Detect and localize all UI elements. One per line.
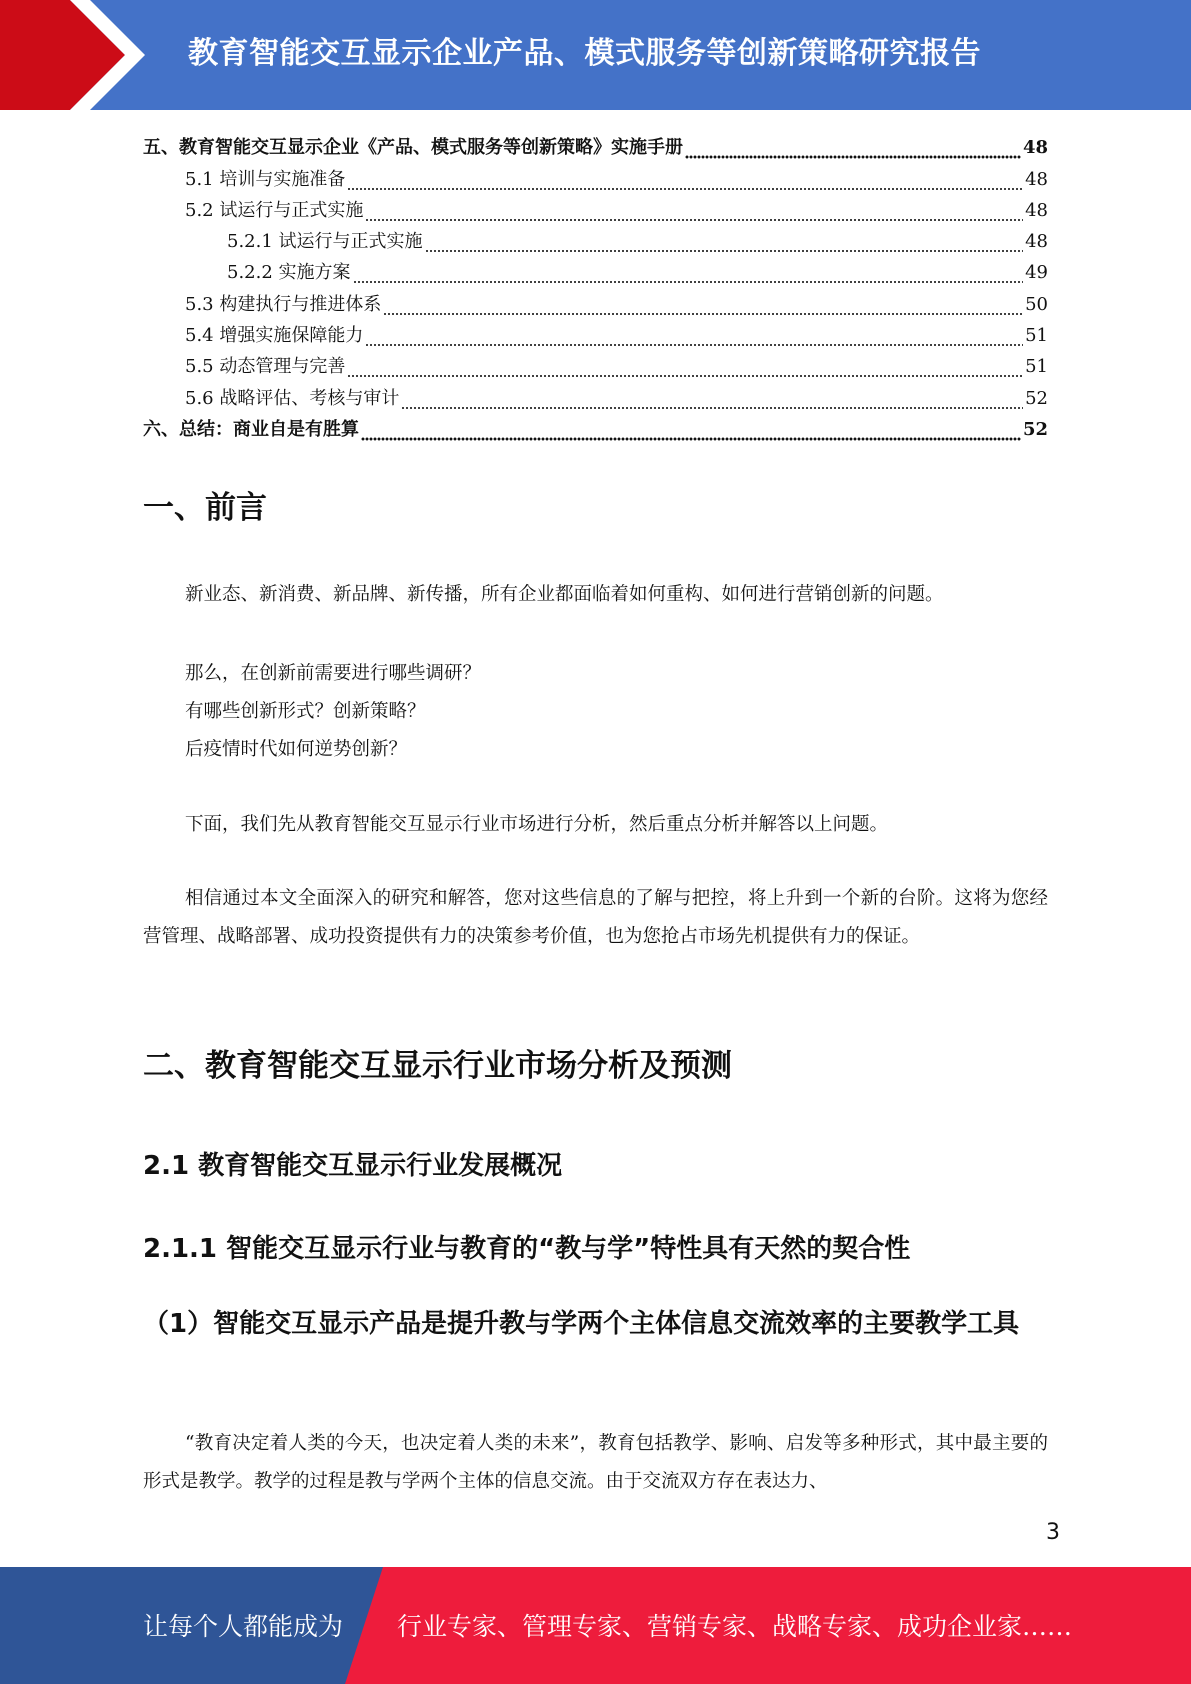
body-paragraph-1: “教育决定着人类的今天，也决定着人类的未来”，教育包括教学、影响、启发等多种形式，其中最主要的形式是教学。教学的过程是教与学两个主体的信息交流。由于交流双方存在表达力、 <box>143 1433 1048 1492</box>
toc-entry-title: 五、教育智能交互显示企业《产品、模式服务等创新策略》实施手册 <box>143 137 683 159</box>
page-footer <box>0 1567 1191 1684</box>
question-1: 那么，在创新前需要进行哪些调研？ <box>185 663 482 684</box>
toc-entry[interactable] <box>143 378 1048 409</box>
toc-entry-title: 5.2.1 试运行与正式实施 <box>227 231 423 253</box>
toc-entry-page: 52 <box>1025 387 1048 409</box>
toc-entry[interactable] <box>143 410 1048 441</box>
section-2-heading: 二、教育智能交互显示行业市场分析及预测 <box>143 1048 732 1084</box>
toc-dot-leader <box>685 139 1021 159</box>
toc-entry[interactable] <box>143 347 1048 378</box>
subsection-2-1-heading: 2.1 教育智能交互显示行业发展概况 <box>143 1151 563 1181</box>
toc-entry[interactable] <box>143 284 1048 315</box>
toc-entry[interactable] <box>143 253 1048 284</box>
toc-entry-title: 5.1 培训与实施准备 <box>185 168 346 190</box>
table-of-contents <box>143 128 1048 441</box>
footer-slogan-left: 让每个人都能成为 <box>143 1612 344 1641</box>
question-2: 有哪些创新形式？创新策略？ <box>185 701 426 722</box>
toc-entry[interactable] <box>143 222 1048 253</box>
toc-entry[interactable] <box>143 128 1048 159</box>
toc-dot-leader <box>365 202 1023 222</box>
report-title: 教育智能交互显示企业产品、模式服务等创新策略研究报告 <box>188 36 981 71</box>
toc-dot-leader <box>365 327 1023 347</box>
preface-heading: 一、前言 <box>143 490 267 526</box>
toc-entry-title: 5.6 战略评估、考核与审计 <box>185 387 400 409</box>
page-header <box>0 0 1191 110</box>
toc-entry-page: 48 <box>1025 168 1048 190</box>
toc-entry-page: 48 <box>1025 231 1048 253</box>
question-3: 后疫情时代如何逆势创新？ <box>185 739 408 760</box>
toc-dot-leader <box>425 233 1024 253</box>
toc-entry-page: 48 <box>1025 199 1048 221</box>
toc-entry[interactable] <box>143 159 1048 190</box>
toc-dot-leader <box>361 421 1021 441</box>
preface-paragraph-3: 相信通过本文全面深入的研究和解答，您对这些信息的了解与把控，将上升到一个新的台阶。这将为您经营管理、战略部署、成功投资提供有力的决策参考价值，也为您抢占市场先机提供有力的保证。 <box>143 888 1048 947</box>
toc-dot-leader <box>353 264 1024 284</box>
preface-paragraph-1: 新业态、新消费、新品牌、新传播，所有企业都面临着如何重构、如何进行营销创新的问题。 <box>185 584 944 605</box>
toc-entry-page: 51 <box>1025 325 1048 347</box>
page-number: 3 <box>1046 1520 1060 1545</box>
toc-entry-title: 5.2.2 实施方案 <box>227 262 351 284</box>
toc-entry-page: 49 <box>1025 262 1048 284</box>
header-chevron-decoration <box>0 0 160 110</box>
toc-entry-page: 51 <box>1025 356 1048 378</box>
toc-entry-title: 5.5 动态管理与完善 <box>185 356 346 378</box>
footer-slogan-right: 行业专家、管理专家、营销专家、战略专家、成功企业家…… <box>397 1612 1073 1641</box>
preface-paragraph-2: 下面，我们先从教育智能交互显示行业市场进行分析，然后重点分析并解答以上问题。 <box>185 814 889 835</box>
toc-entry-page: 52 <box>1022 418 1048 440</box>
toc-dot-leader <box>347 171 1023 191</box>
subsection-2-1-1-heading: 2.1.1 智能交互显示行业与教育的“教与学”特性具有天然的契合性 <box>143 1234 911 1264</box>
toc-dot-leader <box>383 296 1023 316</box>
point-1-heading: （1）智能交互显示产品是提升教与学两个主体信息交流效率的主要教学工具 <box>143 1309 1020 1339</box>
toc-entry-page: 48 <box>1022 137 1048 159</box>
toc-entry-title: 5.4 增强实施保障能力 <box>185 325 364 347</box>
toc-dot-leader <box>347 358 1023 378</box>
toc-entry[interactable] <box>143 191 1048 222</box>
toc-entry-title: 六、总结：商业自是有胜算 <box>143 418 359 440</box>
toc-entry-title: 5.2 试运行与正式实施 <box>185 199 364 221</box>
toc-entry[interactable] <box>143 316 1048 347</box>
toc-entry-title: 5.3 构建执行与推进体系 <box>185 293 382 315</box>
toc-dot-leader <box>401 390 1023 410</box>
toc-entry-page: 50 <box>1025 293 1048 315</box>
